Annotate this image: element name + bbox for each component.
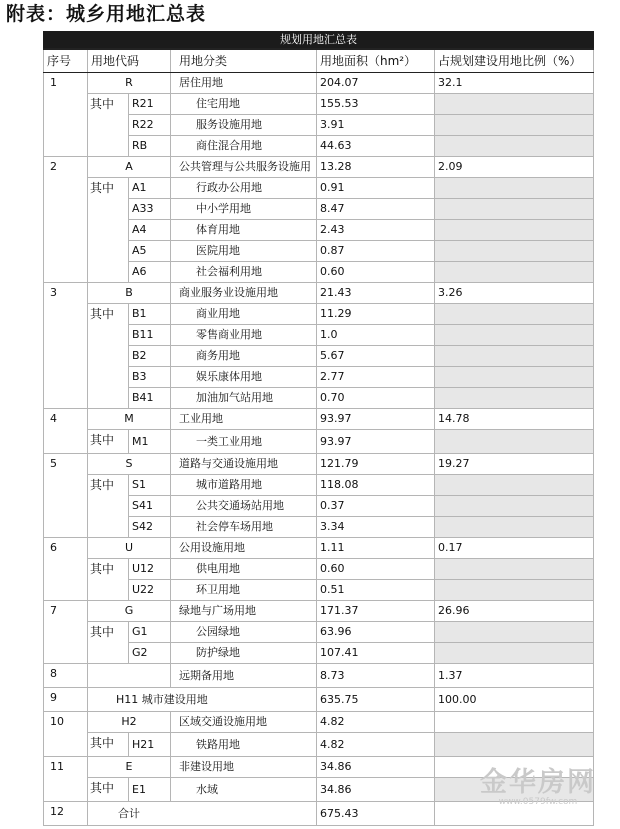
sub-area: 3.34	[317, 517, 435, 538]
row-code: S	[88, 454, 171, 475]
sub-area: 0.91	[317, 178, 435, 199]
sub-percent-empty	[435, 178, 594, 199]
table-row	[44, 454, 594, 475]
table-row	[44, 664, 594, 688]
sub-percent-empty	[435, 622, 594, 643]
sub-code: B11	[129, 325, 171, 346]
sub-percent-empty	[435, 367, 594, 388]
table-sub-row	[44, 475, 594, 496]
row-class: 非建设用地	[171, 757, 317, 778]
row-class: 公用设施用地	[171, 538, 317, 559]
sub-percent-empty	[435, 496, 594, 517]
document-title: 附表：城乡用地汇总表	[6, 3, 207, 25]
sub-percent-empty	[435, 136, 594, 157]
sub-percent-empty	[435, 580, 594, 601]
sub-percent-empty	[435, 778, 594, 802]
row-area: 635.75	[317, 688, 435, 712]
sub-area: 93.97	[317, 430, 435, 454]
row-seq: 1	[44, 73, 88, 157]
sub-class: 行政办公用地	[171, 178, 317, 199]
sub-percent-empty	[435, 388, 594, 409]
sub-area: 0.60	[317, 262, 435, 283]
table-row	[44, 601, 594, 622]
row-area: 1.11	[317, 538, 435, 559]
sub-code: A1	[129, 178, 171, 199]
row-seq: 6	[44, 538, 88, 601]
sub-area: 118.08	[317, 475, 435, 496]
header-seq: 序号	[44, 49, 88, 73]
row-percent	[435, 757, 594, 778]
sub-area: 2.77	[317, 367, 435, 388]
sub-percent-empty	[435, 325, 594, 346]
sub-percent-empty	[435, 517, 594, 538]
table-row	[44, 73, 594, 94]
sub-area: 1.0	[317, 325, 435, 346]
row-percent: 100.00	[435, 688, 594, 712]
row-percent	[435, 802, 594, 826]
sub-class: 社会福利用地	[171, 262, 317, 283]
sub-percent-empty	[435, 643, 594, 664]
row-sub-label: 其中	[88, 733, 129, 757]
table-sub-row	[44, 178, 594, 199]
row-sub-label: 其中	[88, 178, 129, 283]
table-row	[44, 409, 594, 430]
sub-code: B1	[129, 304, 171, 325]
row-percent: 14.78	[435, 409, 594, 430]
sub-code: H21	[129, 733, 171, 757]
table-caption-row	[44, 32, 594, 50]
row-seq: 3	[44, 283, 88, 409]
sub-code: E1	[129, 778, 171, 802]
header-area: 用地面积（hm²）	[317, 49, 435, 73]
sub-class: 一类工业用地	[171, 430, 317, 454]
sub-class: 公园绿地	[171, 622, 317, 643]
row-class: 绿地与广场用地	[171, 601, 317, 622]
row-percent: 3.26	[435, 283, 594, 304]
sub-percent-empty	[435, 475, 594, 496]
sub-percent-empty	[435, 241, 594, 262]
sub-class: 零售商业用地	[171, 325, 317, 346]
row-class: 工业用地	[171, 409, 317, 430]
watermark-main: 金华房网	[480, 767, 596, 798]
row-seq: 11	[44, 757, 88, 802]
row-seq: 9	[44, 688, 88, 712]
row-seq: 4	[44, 409, 88, 454]
sub-code: B3	[129, 367, 171, 388]
sub-area: 11.29	[317, 304, 435, 325]
row-area: 34.86	[317, 757, 435, 778]
sub-code: A5	[129, 241, 171, 262]
sub-area: 63.96	[317, 622, 435, 643]
table-row	[44, 802, 594, 826]
row-percent: 32.1	[435, 73, 594, 94]
sub-area: 8.47	[317, 199, 435, 220]
sub-class: 商住混合用地	[171, 136, 317, 157]
table-row	[44, 157, 594, 178]
row-code: G	[88, 601, 171, 622]
row-percent	[435, 712, 594, 733]
sub-class: 供电用地	[171, 559, 317, 580]
row-code: A	[88, 157, 171, 178]
row-code: E	[88, 757, 171, 778]
sub-area: 3.91	[317, 115, 435, 136]
row-area: 13.28	[317, 157, 435, 178]
sub-percent-empty	[435, 115, 594, 136]
row-seq: 12	[44, 802, 88, 826]
sub-class: 公共交通场站用地	[171, 496, 317, 517]
sub-percent-empty	[435, 733, 594, 757]
sub-area: 2.43	[317, 220, 435, 241]
row-area: 675.43	[317, 802, 435, 826]
header-code: 用地代码	[88, 49, 171, 73]
sub-code: U22	[129, 580, 171, 601]
sub-percent-empty	[435, 220, 594, 241]
row-code: B	[88, 283, 171, 304]
row-code: H2	[88, 712, 171, 733]
sub-area: 0.70	[317, 388, 435, 409]
row-seq: 2	[44, 157, 88, 283]
row-class: 远期备用地	[171, 664, 317, 688]
sub-class: 水域	[171, 778, 317, 802]
sub-percent-empty	[435, 94, 594, 115]
table-row	[44, 688, 594, 712]
sub-code: S41	[129, 496, 171, 517]
sub-code: R21	[129, 94, 171, 115]
sub-area: 0.87	[317, 241, 435, 262]
table-sub-row	[44, 733, 594, 757]
row-class: 商业服务业设施用地	[171, 283, 317, 304]
sub-class: 商务用地	[171, 346, 317, 367]
table-caption: 规划用地汇总表	[44, 32, 594, 50]
row-sub-label: 其中	[88, 430, 129, 454]
row-sub-label: 其中	[88, 475, 129, 538]
sub-class: 环卫用地	[171, 580, 317, 601]
sub-area: 4.82	[317, 733, 435, 757]
sub-class: 铁路用地	[171, 733, 317, 757]
sub-area: 155.53	[317, 94, 435, 115]
row-area: 8.73	[317, 664, 435, 688]
row-code: M	[88, 409, 171, 430]
sub-code: A6	[129, 262, 171, 283]
sub-class: 加油加气站用地	[171, 388, 317, 409]
row-code	[88, 664, 171, 688]
sub-percent-empty	[435, 346, 594, 367]
row-seq: 5	[44, 454, 88, 538]
row-percent: 0.17	[435, 538, 594, 559]
row-seq: 10	[44, 712, 88, 757]
sub-percent-empty	[435, 199, 594, 220]
land-use-summary-table	[43, 31, 594, 826]
sub-code: G1	[129, 622, 171, 643]
row-sub-label: 其中	[88, 304, 129, 409]
sub-percent-empty	[435, 262, 594, 283]
table-sub-row	[44, 94, 594, 115]
table-row	[44, 283, 594, 304]
row-percent: 19.27	[435, 454, 594, 475]
sub-code: S42	[129, 517, 171, 538]
table-header-row	[44, 49, 594, 73]
sub-area: 107.41	[317, 643, 435, 664]
sub-percent-empty	[435, 430, 594, 454]
sub-code: RB	[129, 136, 171, 157]
row-percent: 2.09	[435, 157, 594, 178]
row-sub-label: 其中	[88, 559, 129, 601]
sub-code: U12	[129, 559, 171, 580]
sub-class: 防护绿地	[171, 643, 317, 664]
row-area: 4.82	[317, 712, 435, 733]
row-sub-label: 其中	[88, 94, 129, 157]
table-sub-row	[44, 430, 594, 454]
row-area: 171.37	[317, 601, 435, 622]
row-code: U	[88, 538, 171, 559]
row-class: 居住用地	[171, 73, 317, 94]
row-class: 区域交通设施用地	[171, 712, 317, 733]
row-area: 121.79	[317, 454, 435, 475]
sub-class: 中小学用地	[171, 199, 317, 220]
sub-code: A33	[129, 199, 171, 220]
sub-percent-empty	[435, 559, 594, 580]
sub-code: M1	[129, 430, 171, 454]
sub-area: 0.51	[317, 580, 435, 601]
row-seq: 8	[44, 664, 88, 688]
sub-area: 0.60	[317, 559, 435, 580]
row-code: R	[88, 73, 171, 94]
row-area: 204.07	[317, 73, 435, 94]
row-area: 21.43	[317, 283, 435, 304]
row-area: 93.97	[317, 409, 435, 430]
sub-area: 0.37	[317, 496, 435, 517]
row-class: 公共管理与公共服务设施用	[171, 157, 317, 178]
table-sub-row	[44, 304, 594, 325]
table-row	[44, 712, 594, 733]
sub-area: 44.63	[317, 136, 435, 157]
table-row	[44, 538, 594, 559]
sub-class: 服务设施用地	[171, 115, 317, 136]
sub-class: 城市道路用地	[171, 475, 317, 496]
header-class: 用地分类	[171, 49, 317, 73]
watermark-sub: www.0579fw.com	[498, 797, 578, 807]
sub-class: 娱乐康体用地	[171, 367, 317, 388]
row-sub-label: 其中	[88, 622, 129, 664]
row-sub-label: 其中	[88, 778, 129, 802]
sub-code: S1	[129, 475, 171, 496]
sub-class: 医院用地	[171, 241, 317, 262]
header-percent: 占规划建设用地比例（%）	[435, 49, 594, 73]
table-sub-row	[44, 778, 594, 802]
sub-class: 商业用地	[171, 304, 317, 325]
row-code-class: 合计	[88, 802, 317, 826]
row-seq: 7	[44, 601, 88, 664]
sub-percent-empty	[435, 304, 594, 325]
sub-code: B41	[129, 388, 171, 409]
sub-class: 社会停车场用地	[171, 517, 317, 538]
sub-code: B2	[129, 346, 171, 367]
sub-area: 34.86	[317, 778, 435, 802]
sub-code: R22	[129, 115, 171, 136]
sub-area: 5.67	[317, 346, 435, 367]
sub-code: G2	[129, 643, 171, 664]
table-row	[44, 757, 594, 778]
table-sub-row	[44, 622, 594, 643]
row-code-class: H11 城市建设用地	[88, 688, 317, 712]
sub-code: A4	[129, 220, 171, 241]
row-class: 道路与交通设施用地	[171, 454, 317, 475]
row-percent: 1.37	[435, 664, 594, 688]
sub-class: 住宅用地	[171, 94, 317, 115]
table-sub-row	[44, 559, 594, 580]
row-percent: 26.96	[435, 601, 594, 622]
sub-class: 体育用地	[171, 220, 317, 241]
